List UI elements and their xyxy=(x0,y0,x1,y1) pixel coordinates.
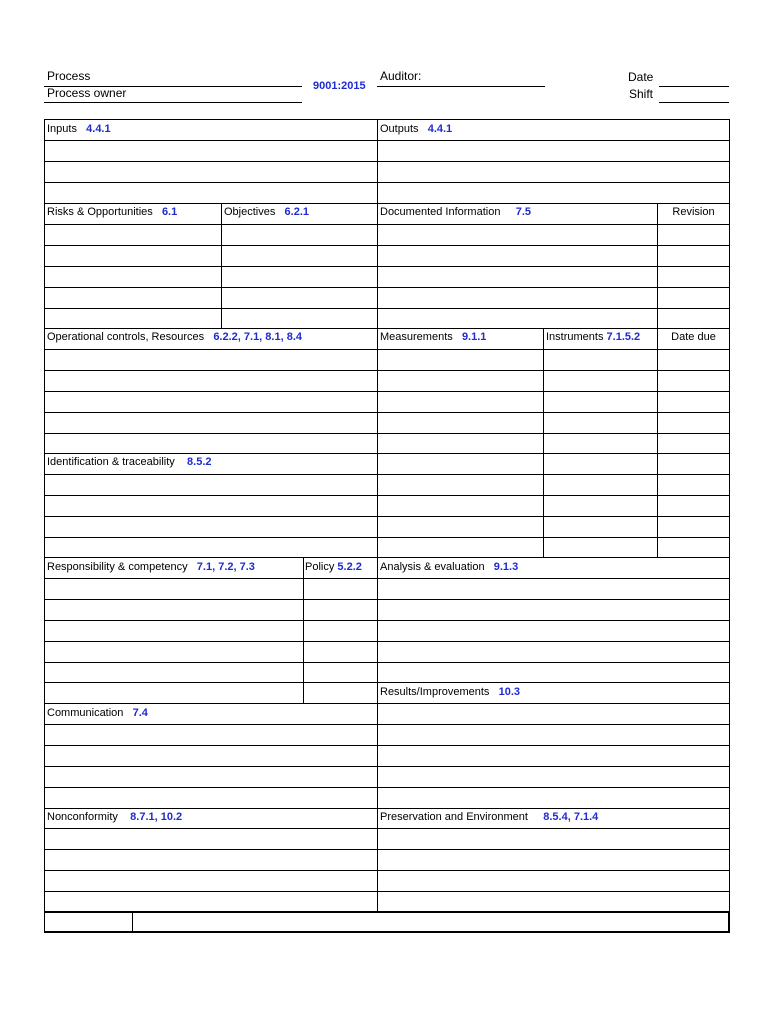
outputs-header: Outputs 4.4.1 xyxy=(380,123,453,135)
outputs-clause: 4.4.1 xyxy=(427,123,453,135)
results-header: Results/Improvements 10.3 xyxy=(380,686,521,698)
risks-header: Risks & Opportunities 6.1 xyxy=(47,206,178,218)
responsibility-header: Responsibility & competency 7.1, 7.2, 7.3 xyxy=(47,561,255,573)
operational-controls-clause: 6.2.2, 7.1, 8.1, 8.4 xyxy=(213,331,302,343)
preservation-clause: 8.5.4, 7.1.4 xyxy=(543,811,599,823)
inputs-header: Inputs 4.4.1 xyxy=(47,123,111,135)
nonconformity-header: Nonconformity 8.7.1, 10.2 xyxy=(47,811,183,823)
auditor-label: Auditor: xyxy=(380,69,422,83)
measurements-clause: 9.1.1 xyxy=(461,331,487,343)
instruments-header: Instruments 7.1.5.2 xyxy=(546,331,641,343)
results-clause: 10.3 xyxy=(498,686,521,698)
identification-clause: 8.5.2 xyxy=(187,456,212,468)
documented-info-header: Documented Information 7.5 xyxy=(380,206,532,218)
date-due-header: Date due xyxy=(671,331,716,343)
analysis-header: Analysis & evaluation 9.1.3 xyxy=(380,561,519,573)
inputs-clause: 4.4.1 xyxy=(86,123,111,135)
risks-clause: 6.1 xyxy=(161,206,178,218)
objectives-header: Objectives 6.2.1 xyxy=(224,206,309,218)
instruments-clause: 7.1.5.2 xyxy=(606,331,641,343)
shift-label: Shift xyxy=(629,87,654,101)
identification-header: Identification & traceability 8.5.2 xyxy=(47,456,212,468)
process-label: Process xyxy=(47,69,91,83)
objectives-clause: 6.2.1 xyxy=(284,206,309,218)
documented-info-clause: 7.5 xyxy=(515,206,532,218)
policy-clause: 5.2.2 xyxy=(337,561,362,573)
measurements-header: Measurements 9.1.1 xyxy=(380,331,487,343)
analysis-clause: 9.1.3 xyxy=(493,561,519,573)
process-owner-label: Process owner xyxy=(47,86,127,100)
preservation-header: Preservation and Environment 8.5.4, 7.1.4 xyxy=(380,811,599,823)
nonconformity-clause: 8.7.1, 10.2 xyxy=(130,811,183,823)
policy-header: Policy 5.2.2 xyxy=(305,561,362,573)
date-label: Date xyxy=(628,70,654,84)
revision-header: Revision xyxy=(672,206,715,218)
operational-controls-header: Operational controls, Resources 6.2.2, 7.1, 8.1, 8.4 xyxy=(47,331,302,343)
communication-header: Communication 7.4 xyxy=(47,707,148,719)
communication-clause: 7.4 xyxy=(132,707,148,719)
responsibility-clause: 7.1, 7.2, 7.3 xyxy=(196,561,255,573)
standard-label: 9001:2015 xyxy=(313,80,366,92)
